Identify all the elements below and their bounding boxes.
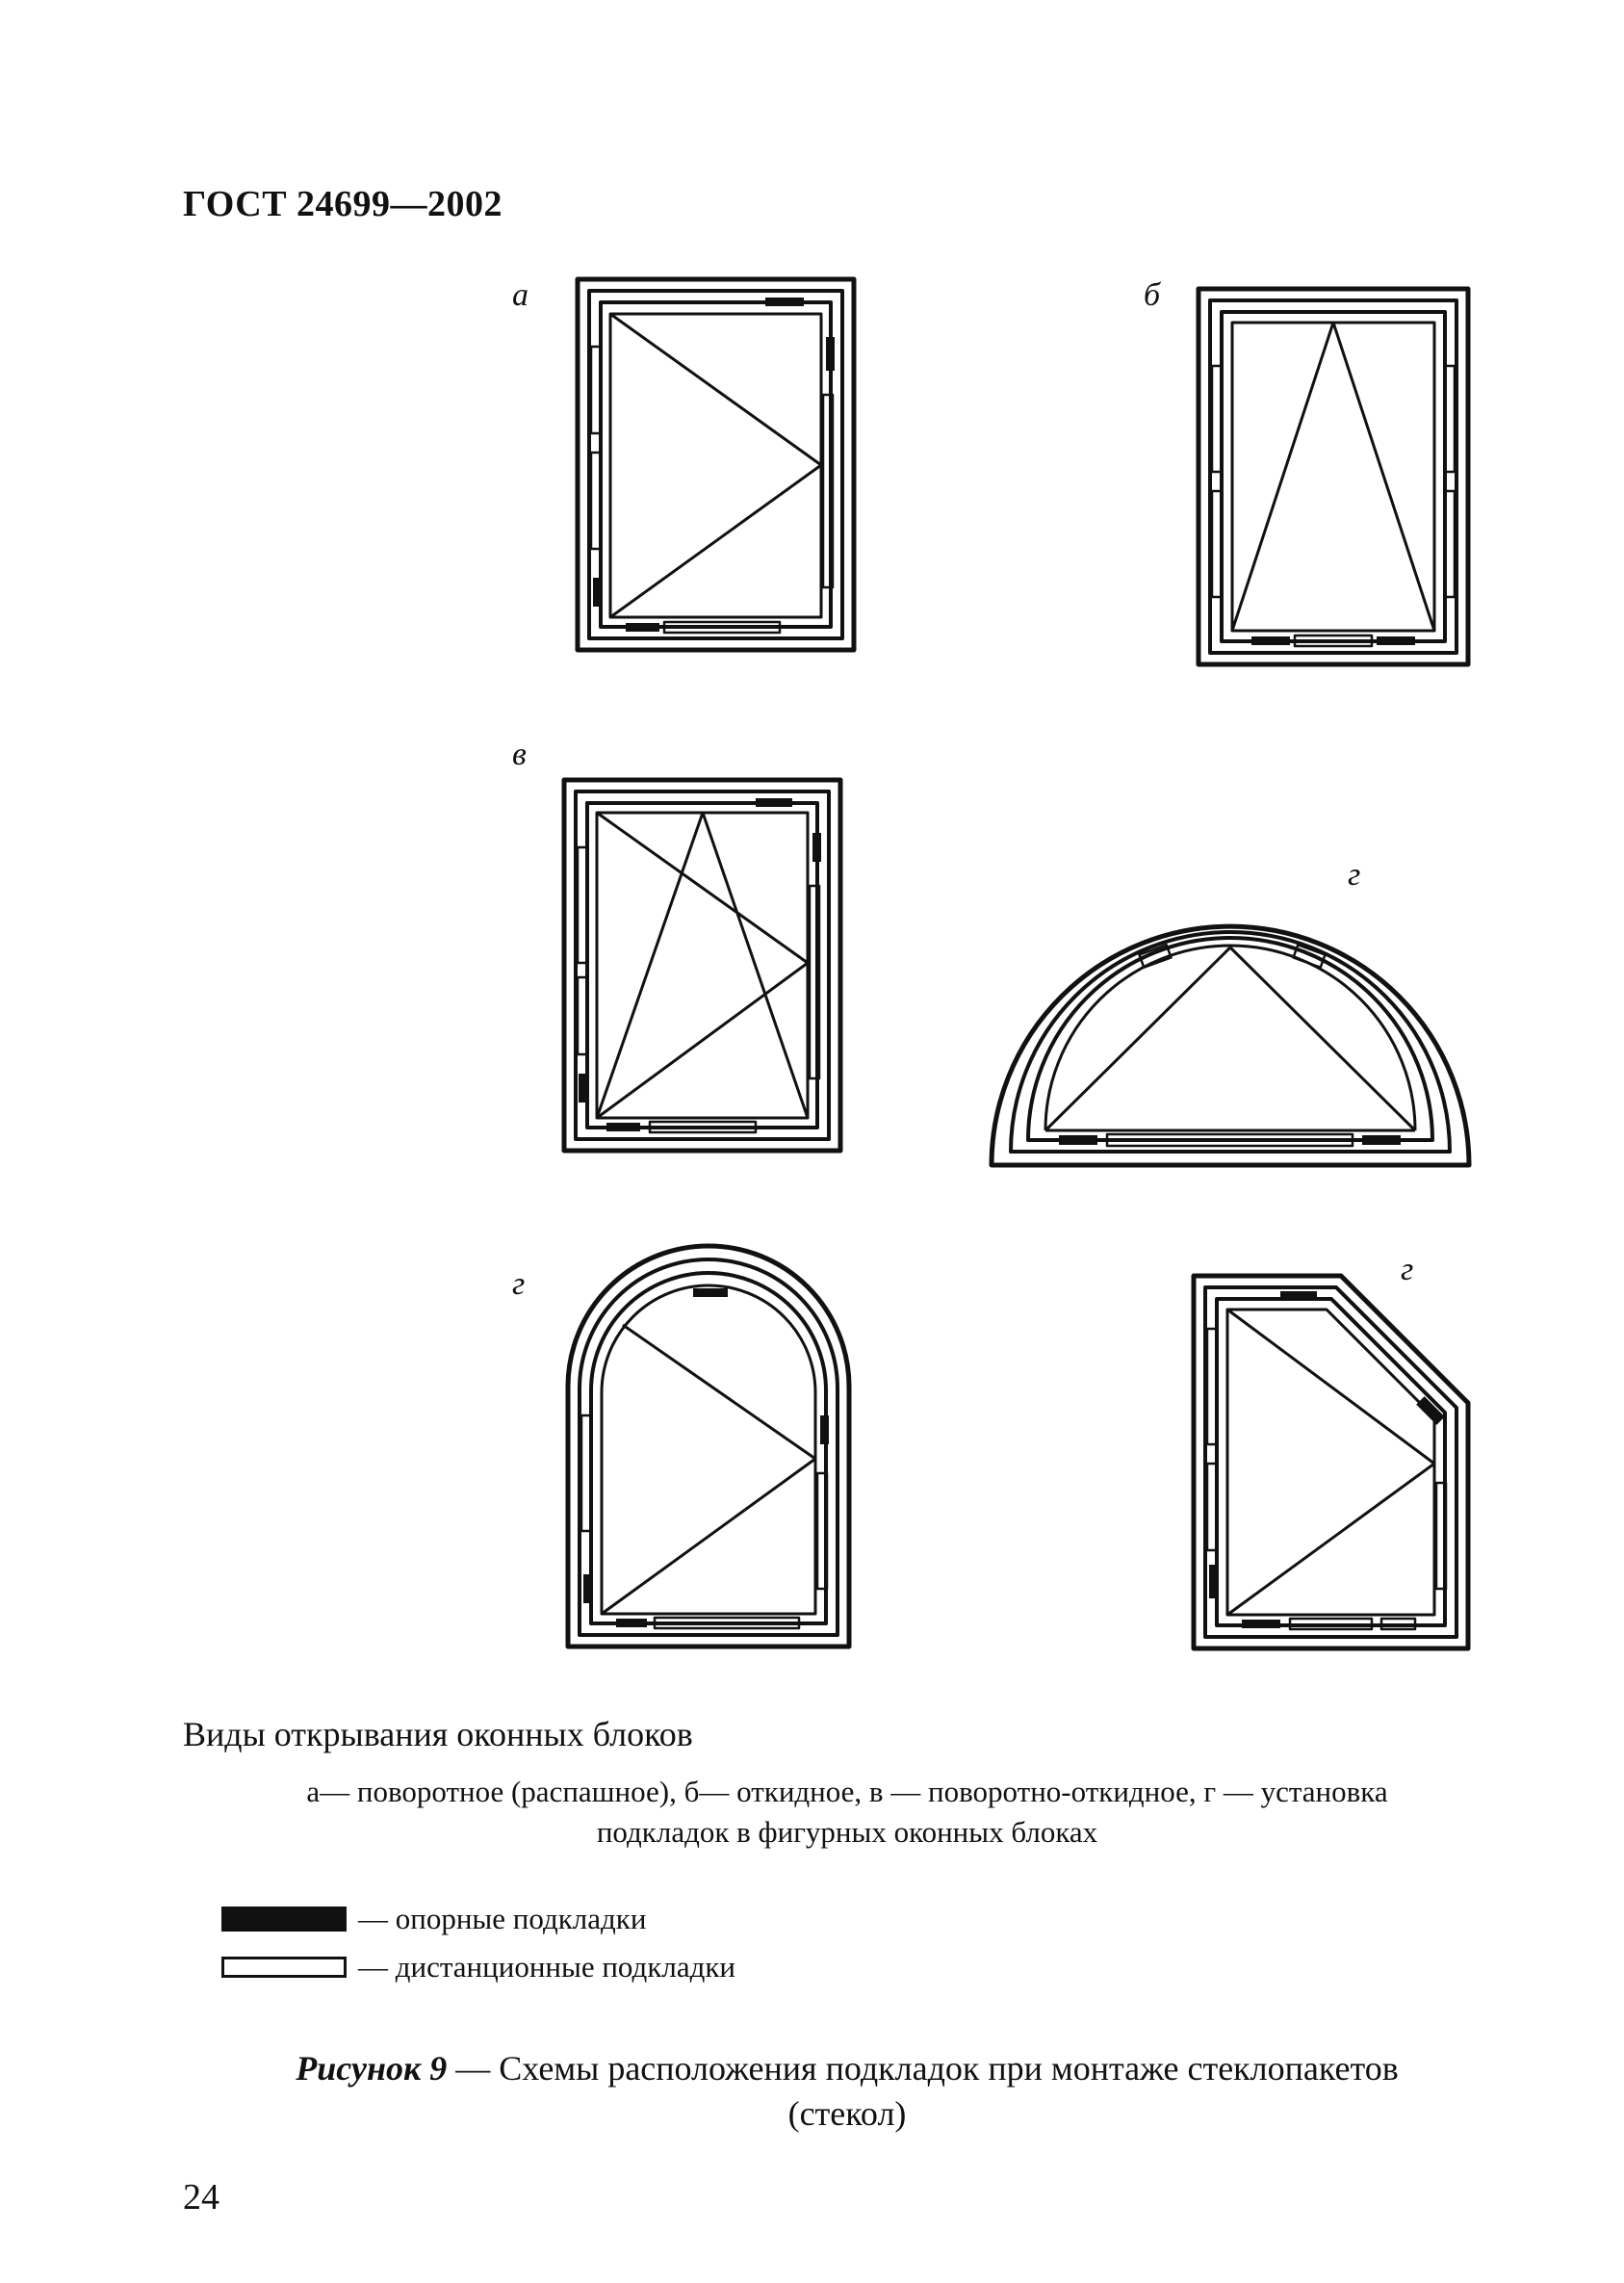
- figure-caption: [183, 2046, 1511, 2137]
- legend-solid-swatch: [221, 1907, 347, 1932]
- caption-desc-line1: а— поворотное (распашное), б— откидное, в — поворотно-откидное, г — установка: [306, 1775, 1388, 1808]
- figure-label-g-bevel: г: [1401, 1252, 1414, 1287]
- figure-label-a: а: [512, 277, 528, 313]
- figure-label-g-round: г: [512, 1266, 526, 1302]
- legend-support-shims: [221, 1902, 646, 1936]
- window-g-bevel-diagram: [1194, 1276, 1468, 1648]
- figure-label-v: в: [512, 737, 527, 772]
- window-b-diagram: [1199, 289, 1468, 664]
- caption-desc-line2: подкладок в фигурных оконных блоках: [596, 1814, 1098, 1849]
- legend-solid-label: — опорные подкладки: [358, 1902, 647, 1935]
- caption-title: Виды открывания оконных блоков: [183, 1715, 693, 1753]
- legend-hollow-swatch: [221, 1957, 347, 1978]
- figure-caption-text: — Схемы расположения подкладок при монтаже стеклопакетов: [447, 2049, 1399, 2088]
- window-a-diagram: [578, 279, 854, 650]
- figure-label-b: б: [1144, 277, 1161, 313]
- page-number: 24: [183, 2177, 219, 2218]
- caption-description: [183, 1772, 1511, 1853]
- window-v-diagram: [564, 780, 840, 1151]
- legend-spacer-shims: [221, 1950, 735, 1985]
- window-g-roundtop-diagram: [568, 1246, 849, 1647]
- legend-hollow-label: — дистанционные подкладки: [358, 1950, 736, 1984]
- figure-number: Рисунок 9: [296, 2049, 448, 2088]
- document-header: ГОСТ 24699—2002: [183, 184, 503, 224]
- figure-caption-text-line2: (стекол): [787, 2093, 907, 2133]
- figure-label-g-arch: г: [1348, 857, 1361, 893]
- window-g-semicircle-diagram: [992, 926, 1469, 1165]
